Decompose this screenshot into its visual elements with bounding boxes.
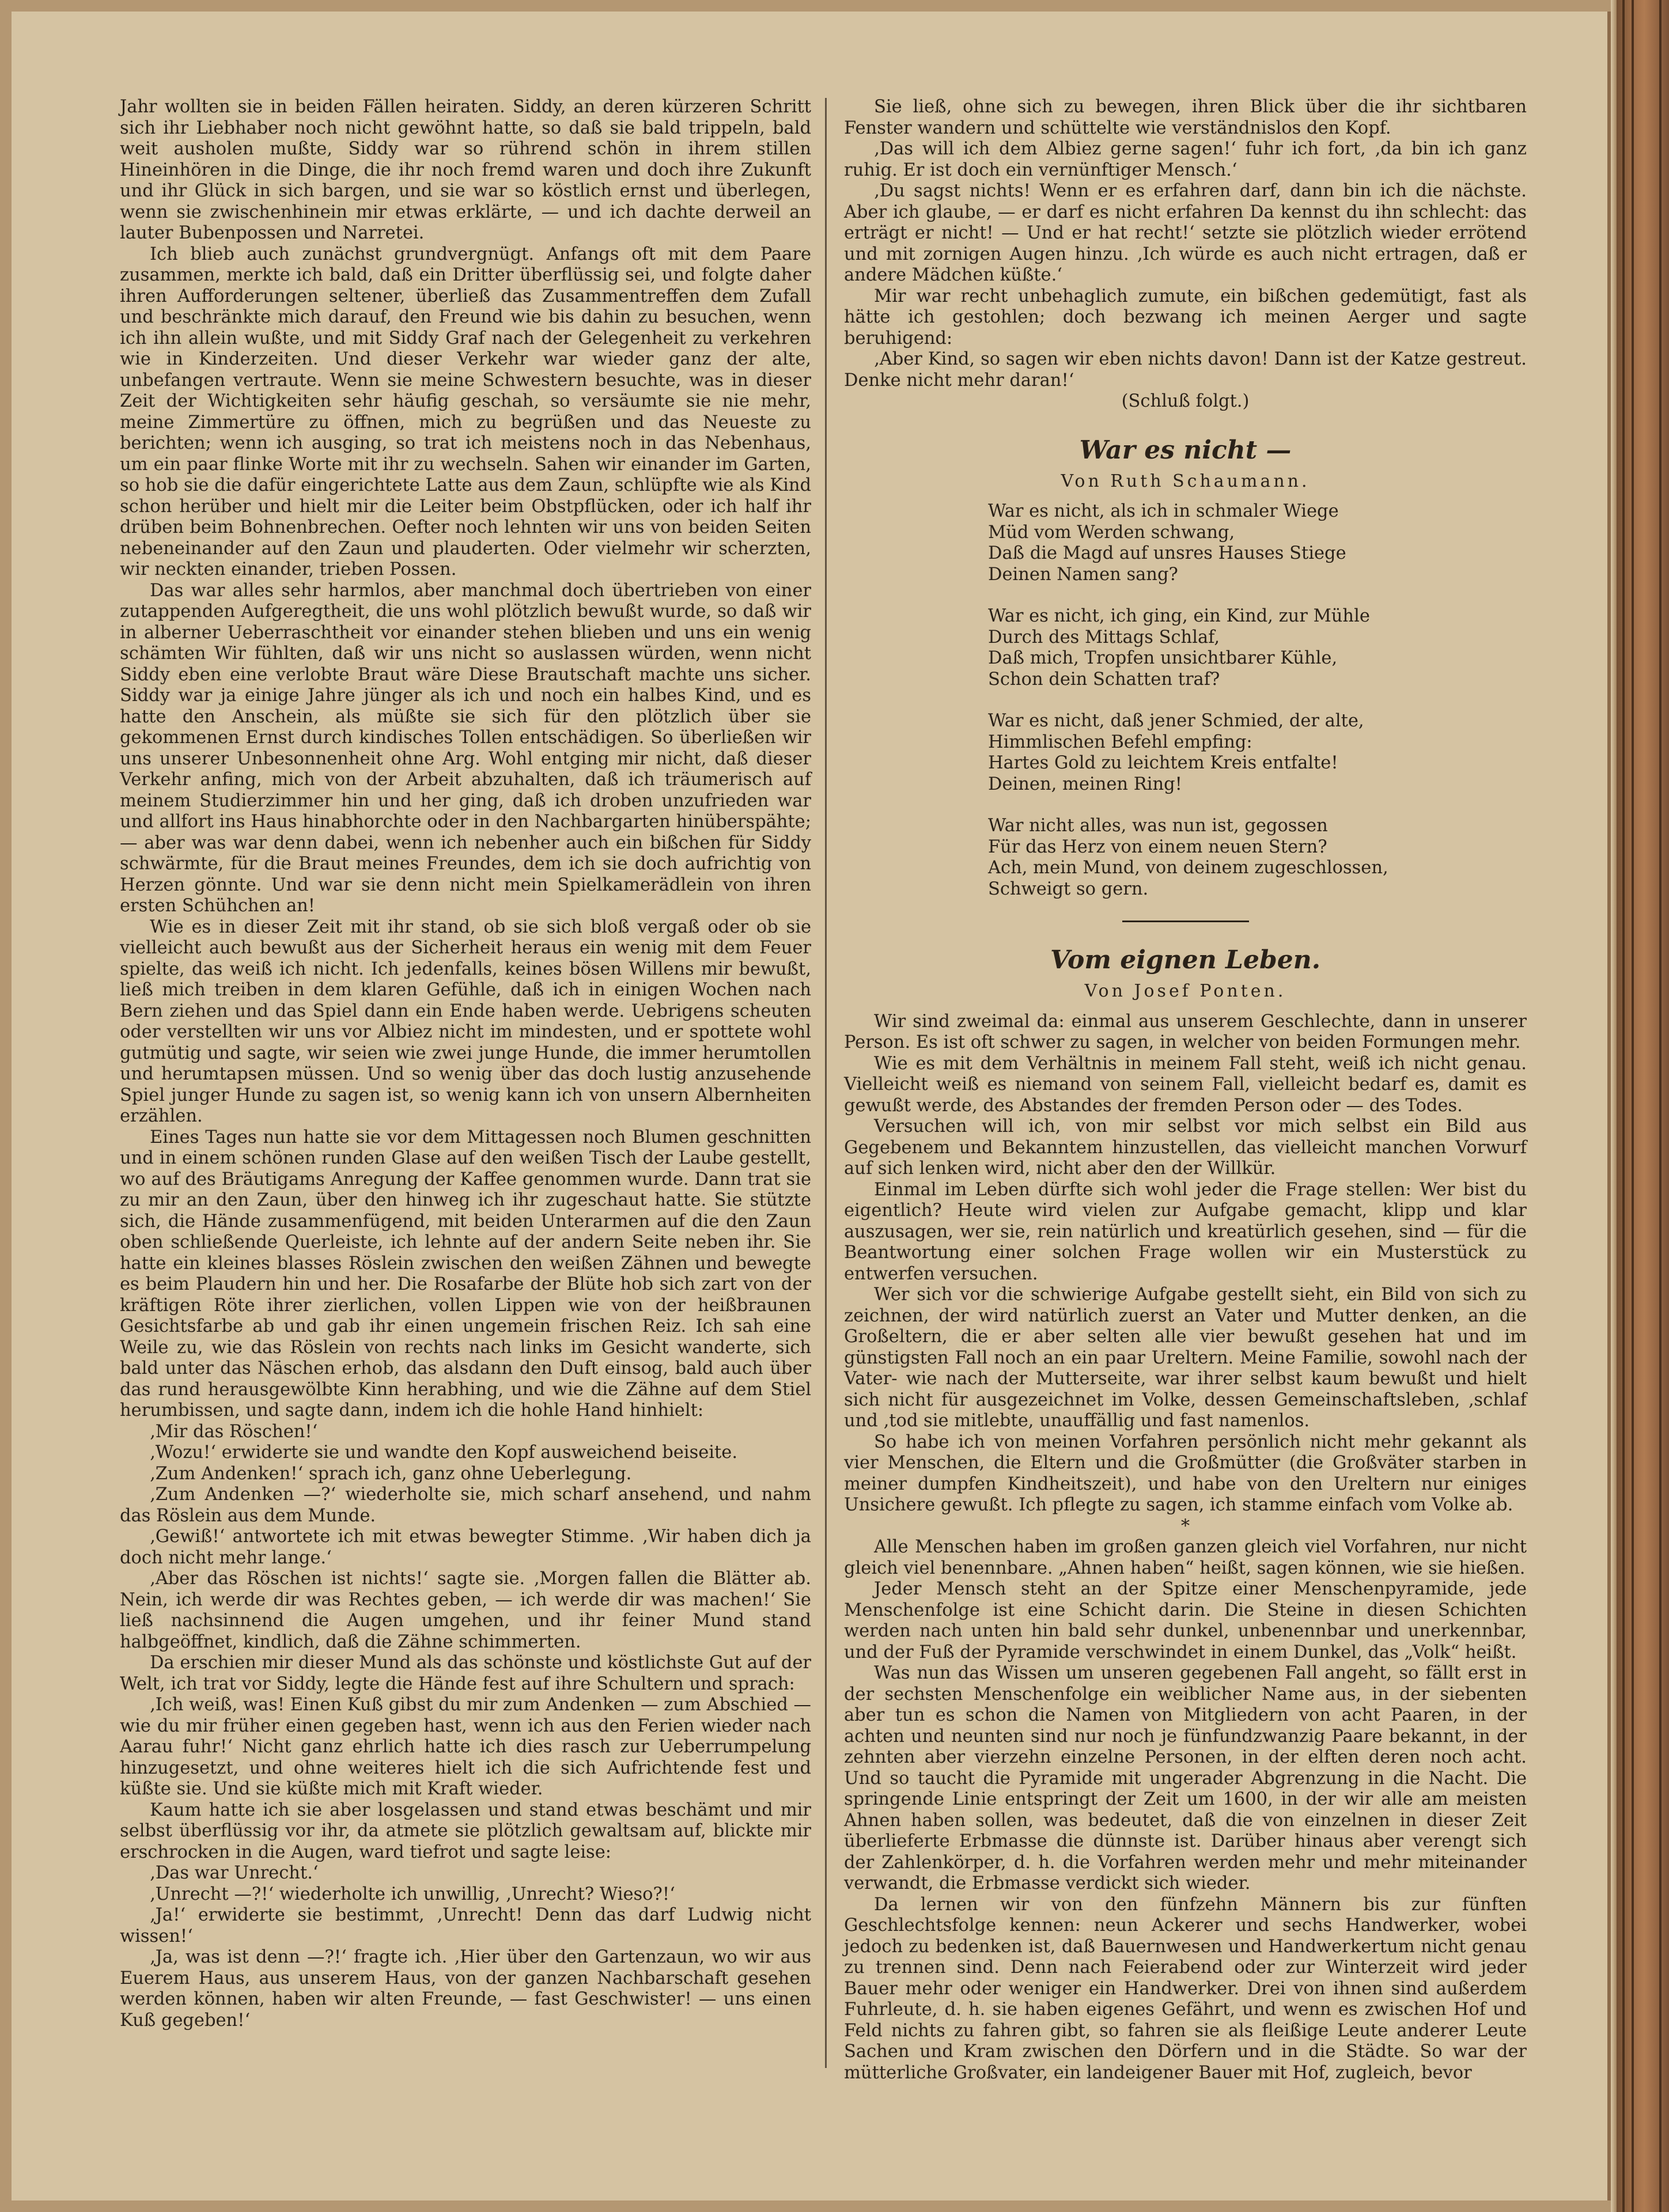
- poem-line: Deinen Namen sang?: [988, 564, 1178, 585]
- poem-stanza: [988, 501, 1527, 585]
- poem-line: Hartes Gold zu leichtem Kreis entfalte!: [988, 753, 1338, 773]
- poem-line: Daß die Magd auf unsres Hauses Stiege: [988, 543, 1346, 563]
- poem-stanza: [988, 606, 1527, 690]
- paragraph: Wir sind zweimal da: einmal aus unserem Geschlechte, dann in unserer Person. Es ist oft schwer zu sagen, in welcher von beiden Formungen mehr.: [844, 1011, 1527, 1052]
- paragraph: Das war alles sehr harmlos, aber manchmal doch übertrieben von einer zutappenden Aufgeregtheit, die uns wohl plötzlich bewußt wurde, so daß wir in alberner Ueberraschtheit vor einander stehen blieben und uns ein wenig schämten Wir fühlten, daß wir uns nicht so auslassen würden, wenn nicht Siddy eben eine verlobte Braut wäre Diese Brautschaft machte uns sicher. Siddy war ja einige Jahre jünger als ich und noch ein halbes Kind, und es hatte den Anschein, als müßte sie sich für den plötzlich über sie gekommenen Ernst durch kindisches Tollen entschädigen. So überließen wir uns unserer Unbesonnenheit ohne Arg. Wohl entging mir nicht, daß dieser Verkehr anfing, mich von der Arbeit abzuhalten, daß ich träumerisch auf meinem Studierzimmer hin und her ging, daß ich droben unzufrieden war und allfort ins Haus hinabhorchte oder in den Nachbargarten hinüberspähte; — aber was war denn dabei, wenn ich nebenher auch ein bißchen für Siddy schwärmte, für die Braut meines Freundes, dem ich sie doch aufrichtig von Herzen gönnte. Und war sie denn nicht mein Spielkamerädlein von ihren ersten Schühchen an!: [120, 580, 811, 916]
- paragraph: Wer sich vor die schwierige Aufgabe gestellt sieht, ein Bild von sich zu zeichnen, der wird natürlich zuerst an Vater und Mutter denken, an die Großeltern, die er aber selten alle vier bewußt gesehen hat und im günstigsten Fall noch an ein paar Ureltern. Meine Familie, sowohl nach der Vater- wie nach der Mutterseite, war ihrer selbst kaum bewußt und hielt sich nicht für ausgezeichnet im Volke, dessen Gemeinschaftsleben, ‚schlaf und ‚tod sie mitlebte, unauffällig und fast namenlos.: [844, 1285, 1527, 1431]
- continuation-note: (Schluß folgt.): [1121, 391, 1250, 411]
- page-edge: [1611, 0, 1617, 2212]
- poem-body: [988, 501, 1527, 900]
- paragraph: ‚Mir das Röschen!‘: [150, 1421, 318, 1442]
- paragraph: ‚Ich weiß, was! Einen Kuß gibst du mir zum Andenken — zum Abschied — wie du mir früher einen gegeben hast, wenn ich aus den Ferien wieder nach Aarau fuhr!‘ Nicht ganz ehrlich hatte ich dies rasch zur Ueberrumpelung hinzugesetzt, und ohne weiteres hielt ich die sich Aufrichtende fest und küßte sie. Und sie küßte mich mit Kraft wieder.: [120, 1695, 811, 1799]
- paragraph: Jeder Mensch steht an der Spitze einer Menschenpyramide, jede Menschenfolge ist eine Schicht darin. Die Steine in diesen Schichten werden nach unten hin bald sehr dunkel, unbenennbar und unerkennbar, und der Fuß der Pyramide verschwindet in einem Dunkel, das „Volk“ heißt.: [844, 1579, 1527, 1662]
- paragraph: ‚Ja, was ist denn —?!‘ fragte ich. ‚Hier über den Gartenzaun, wo wir aus Euerem Haus, aus unserem Haus, von der ganzen Nachbarschaft gesehen werden können, haben wir alten Freunde, — fast Geschwister! — uns einen Kuß gegeben!‘: [120, 1947, 811, 2031]
- poem-line: Daß mich, Tropfen unsichtbarer Kühle,: [988, 648, 1338, 668]
- poem-line: Deinen, meinen Ring!: [988, 774, 1182, 794]
- paragraph: ‚Ja!‘ erwiderte sie bestimmt, ‚Unrecht! Denn das darf Ludwig nicht wissen!‘: [120, 1905, 811, 1946]
- poem-title: War es nicht —: [1079, 435, 1292, 465]
- paragraph: ‚Unrecht —?!‘ wiederholte ich unwillig, ‚Unrecht? Wieso?!‘: [150, 1884, 675, 1904]
- poem-line: War es nicht, daß jener Schmied, der alte,: [988, 711, 1364, 731]
- paragraph: Versuchen will ich, von mir selbst vor mich selbst ein Bild aus Gegebenem und Bekanntem hinzustellen, das vielleicht manchen Vorwurf auf sich lenken wird, nicht aber den der Willkür.: [844, 1116, 1527, 1179]
- paragraph: Da lernen wir von den fünfzehn Männern bis zur fünften Geschlechtsfolge kennen: neun Ackerer und sechs Handwerker, wobei jedoch zu bedenken ist, daß Bauernwesen und Handwerkertum nicht genau zu trennen sind. Denn nach Feierabend oder zur Winterzeit wird jeder Bauer mehr oder weniger ein Handwerker. Drei von ihnen sind außerdem Fuhrleute, d. h. sie haben eigenes Gefährt, und wenn es zwischen Hof und Feld nichts zu fahren gibt, so fahren sie als fleißige Leute anderer Leute Sachen und Kram zwischen den Dörfern und in die Städte. So war der mütterliche Großvater, ein landeigener Bauer mit Hof, zugleich, bevor: [844, 1894, 1527, 2083]
- paragraph: Da erschien mir dieser Mund als das schönste und köstlichste Gut auf der Welt, ich trat vor Siddy, legte die Hände fest auf ihre Schultern und sprach:: [120, 1653, 811, 1694]
- section-separator: *: [1180, 1516, 1190, 1536]
- paragraph: Was nun das Wissen um unseren gegebenen Fall angeht, so fällt erst in der sechsten Menschenfolge ein weiblicher Name aus, in der siebenten aber tun es schon die Namen von Mitgliedern von acht Paaren, in der achten und neunten sind nur noch je fünfundzwanzig Paare bekannt, in der zehnten aber vierzehn einzelne Personen, in der elften deren noch acht. Und so taucht die Pyramide mit ungerader Abgrenzung in die Nacht. Die springende Linie entspringt der Zeit um 1600, in der wir alle am meisten Ahnen haben sollen, was bedeutet, daß die von einzelnen in dieser Zeit überlieferte Erbmasse die dünnste ist. Darüber hinaus aber verengt sich der Zahlenkörper, d. h. die Vorfahren werden mehr und mehr miteinander verwandt, die Erbmasse verdickt sich wieder.: [844, 1663, 1527, 1893]
- essay-part-1: [844, 1012, 1527, 1516]
- column-divider: [825, 98, 827, 2068]
- paragraph: Sie ließ, ohne sich zu bewegen, ihren Blick über die ihr sichtbaren Fenster wandern und schüttelte wie verständnislos den Kopf.: [844, 97, 1527, 138]
- book-spine: [1614, 0, 1669, 2212]
- paragraph: ‚Aber das Röschen ist nichts!‘ sagte sie. ‚Morgen fallen die Blätter ab. Nein, ich werde dir was Rechtes geben, — ich werde dir was machen!‘ Sie ließ nachsinnend die Augen umgehen, und ihr feiner Mund stand halbgeöffnet, kindlich, daß die Zähne schimmerten.: [120, 1569, 811, 1652]
- poem-stanza: [988, 816, 1527, 900]
- poem-line: Schweigt so gern.: [988, 878, 1149, 899]
- paragraph: Wie es mit dem Verhältnis in meinem Fall steht, weiß ich nicht genau. Vielleicht weiß es niemand von seinem Fall, vielleicht bedarf es, damit es gewußt werde, des Abstandes der fremden Person oder — des Todes.: [844, 1053, 1527, 1116]
- poem-line: Müd vom Werden schwang,: [988, 522, 1235, 543]
- paragraph: Alle Menschen haben im großen ganzen gleich viel Vorfahren, nur nicht gleich viel benennbare. „Ahnen haben“ heißt, sagen können, wie sie hießen.: [844, 1537, 1527, 1578]
- paragraph: Jahr wollten sie in beiden Fällen heiraten. Siddy, an deren kürzeren Schritt sich ihr Liebhaber noch nicht gewöhnt hatte, so daß sie bald trippeln, bald weit ausholen mußte, Siddy war so rührend schön in ihrem stillen Hineinhören in die Dinge, die ihr noch fremd waren und doch ihre Zukunft und ihr Glück in sich bargen, und sie war so köstlich ernst und überlegen, wenn sie zwischenhinein mir etwas erklärte, — und ich dachte derweil an lauter Bubenpossen und Narretei.: [120, 97, 811, 243]
- poem-line: Schon dein Schatten traf?: [988, 669, 1220, 690]
- paragraph: ‚Das war Unrecht.‘: [150, 1863, 319, 1883]
- paragraph: ‚Das will ich dem Albiez gerne sagen!‘ fuhr ich fort, ‚da bin ich ganz ruhig. Er ist doch ein vernünftiger Mensch.‘: [844, 139, 1527, 180]
- paragraph: Eines Tages nun hatte sie vor dem Mittagessen noch Blumen geschnitten und in einem schönen runden Glase auf den weißen Tisch der Laube gestellt, wo auf des Bräutigams Anregung der Kaffee genommen wurde. Dann trat sie zu mir an den Zaun, über den hinweg ich ihr zugeschaut hatte. Sie stützte sich, die Hände zusammenfügend, mit beiden Unterarmen auf die den Zaun oben schließende Querleiste, ich lehnte auf der andern Seite neben ihr. Sie hatte ein kleines blasses Röslein zwischen den weißen Zähnen und bewegte es beim Plaudern hin und her. Die Rosafarbe der Blüte hob sich zart von der kräftigen Röte ihrer zierlichen, vollen Lippen wie von der heißbraunen Gesichtsfarbe ab und gab ihr einen ungemein frischen Reiz. Ich sah eine Weile zu, wie das Röslein von rechts nach links im Gesicht wanderte, sich bald unter das Näschen erhob, das alsdann den Duft einsog, bald auch über das rund herausgewölbte Kinn herabhing, und wie die Zähne auf dem Stiel herumbissen, und sagte dann, indem ich die hohle Hand hinhielt:: [120, 1127, 811, 1421]
- poem-line: Für das Herz von einem neuen Stern?: [988, 836, 1327, 857]
- essay-title: Vom eignen Leben.: [1050, 945, 1321, 975]
- paragraph: Ich blieb auch zunächst grundvergnügt. Anfangs oft mit dem Paare zusammen, merkte ich bald, daß ein Dritter überflüssig sei, und folgte daher ihren Aufforderungen seltener, überließ das Zusammentreffen dem Zufall und beschränkte mich darauf, den Freund wie bis dahin zu besuchen, wenn ich ihn allein wußte, und mit Siddy Graf nach der Gelegenheit zu verkehren wie in Kinderzeiten. Und dieser Verkehr war wieder ganz der alte, unbefangen vertraute. Wenn sie meine Schwestern besuchte, was in dieser Zeit der Wichtigkeiten sehr häufig geschah, so versäumte sie nie mehr, meine Zimmertüre zu öffnen, mich zu begrüßen und das Neueste zu berichten; wenn ich ausging, so trat ich meistens noch in das Nebenhaus, um ein paar flinke Worte mit ihr zu wechseln. Sahen wir einander im Garten, so hob sie die dafür eingerichtete Latte aus dem Zaun, schlüpfte wie als Kind schon herüber und hielt mir die Leiter beim Obstpflücken, oder ich half ihr drüben beim Bohnenbrechen. Oefter noch lehnten wir uns von beiden Seiten nebeneinander auf den Zaun und plauderten. Oder vielmehr wir scherzten, wir neckten einander, trieben Possen.: [120, 244, 811, 579]
- paragraph: ‚Zum Andenken —?‘ wiederholte sie, mich scharf ansehend, und nahm das Röslein aus dem Munde.: [120, 1484, 811, 1526]
- right-column: [844, 97, 1527, 2084]
- poem-line: Himmlischen Befehl empfing:: [988, 732, 1252, 752]
- paragraph: ‚Gewiß!‘ antwortete ich mit etwas bewegter Stimme. ‚Wir haben dich ja doch nicht mehr lange.‘: [120, 1527, 811, 1568]
- poem-author: Von Ruth Schaumann.: [1061, 471, 1310, 491]
- left-column: [120, 97, 811, 2031]
- essay-author: Von Josef Ponten.: [1084, 981, 1286, 1001]
- poem-line: Durch des Mittags Schlaf,: [988, 627, 1220, 647]
- paragraph: Mir war recht unbehaglich zumute, ein bißchen gedemütigt, fast als hätte ich gestohlen; doch bezwang ich meinen Aerger und sagte beruhigend:: [844, 286, 1527, 349]
- paragraph: ‚Aber Kind, so sagen wir eben nichts davon! Dann ist der Katze gestreut. Denke nicht mehr daran!‘: [844, 349, 1527, 391]
- poem-stanza: [988, 711, 1527, 795]
- poem-line: War nicht alles, was nun ist, gegossen: [988, 816, 1328, 836]
- poem-line: Ach, mein Mund, von deinem zugeschlossen,: [988, 858, 1388, 878]
- paragraph: Einmal im Leben dürfte sich wohl jeder die Frage stellen: Wer bist du eigentlich? Heute wird vielen zur Aufgabe gemacht, klipp und klar auszusagen, wer sie, rein natürlich und kreatürlich gesehen, sind — für die Beantwortung einer solchen Frage wollen wir ein Musterstück zu entwerfen versuchen.: [844, 1179, 1527, 1284]
- story-continuation: [844, 97, 1527, 391]
- paragraph: ‚Zum Andenken!‘ sprach ich, ganz ohne Ueberlegung.: [150, 1463, 632, 1484]
- paragraph: ‚Wozu!‘ erwiderte sie und wandte den Kopf ausweichend beiseite.: [150, 1442, 738, 1463]
- paragraph: Wie es in dieser Zeit mit ihr stand, ob sie sich bloß vergaß oder ob sie vielleicht auch bewußt aus der Sicherheit heraus ein wenig mit dem Feuer spielte, das weiß ich nicht. Ich jedenfalls, keines bösen Willens mir bewußt, ließ mich treiben in dem klaren Gefühle, daß ich in einigen Wochen nach Bern ziehen und das Spiel dann ein Ende haben werde. Uebrigens scheuten oder verstellten wir uns vor Albiez nicht im mindesten, und er spottete wohl gutmütig und sagte, wir seien wie zwei junge Hunde, die immer herumtollen und herumtapsen müssen. Und so wenig über das doch lustig anzusehende Spiel junger Hunde zu sagen ist, so wenig kann ich von unsern Albernheiten erzählen.: [120, 916, 811, 1126]
- poem-line: War es nicht, ich ging, ein Kind, zur Mühle: [988, 606, 1370, 626]
- essay-part-2: [844, 1537, 1527, 2084]
- paragraph: ‚Du sagst nichts! Wenn er es erfahren darf, dann bin ich die nächste. Aber ich glaube, — er darf es nicht erfahren Da kennst du ihn schlecht: das erträgt er nicht! — Und er hat recht!‘ setzte sie plötzlich wieder errötend und mit zornigen Augen hinzu. ‚Ich würde es auch nicht ertragen, daß er andere Mädchen küßte.‘: [844, 181, 1527, 285]
- paragraph: Kaum hatte ich sie aber losgelassen und stand etwas beschämt und mir selbst überflüssig vor ihr, da atmete sie plötzlich gewaltsam auf, blickte mir erschrocken in die Augen, ward tiefrot und sagte leise:: [120, 1800, 811, 1862]
- poem-end-rule: [1122, 921, 1249, 922]
- poem-line: War es nicht, als ich in schmaler Wiege: [988, 501, 1339, 521]
- paragraph: So habe ich von meinen Vorfahren persönlich nicht mehr gekannt als vier Menschen, die Eltern und die Großmütter (die Großväter starben in meiner dumpfen Kindheitszeit), und habe von den Ureltern nur einiges Unsichere gewußt. Ich pflegte zu sagen, ich stamme einfach vom Volke ab.: [844, 1431, 1527, 1515]
